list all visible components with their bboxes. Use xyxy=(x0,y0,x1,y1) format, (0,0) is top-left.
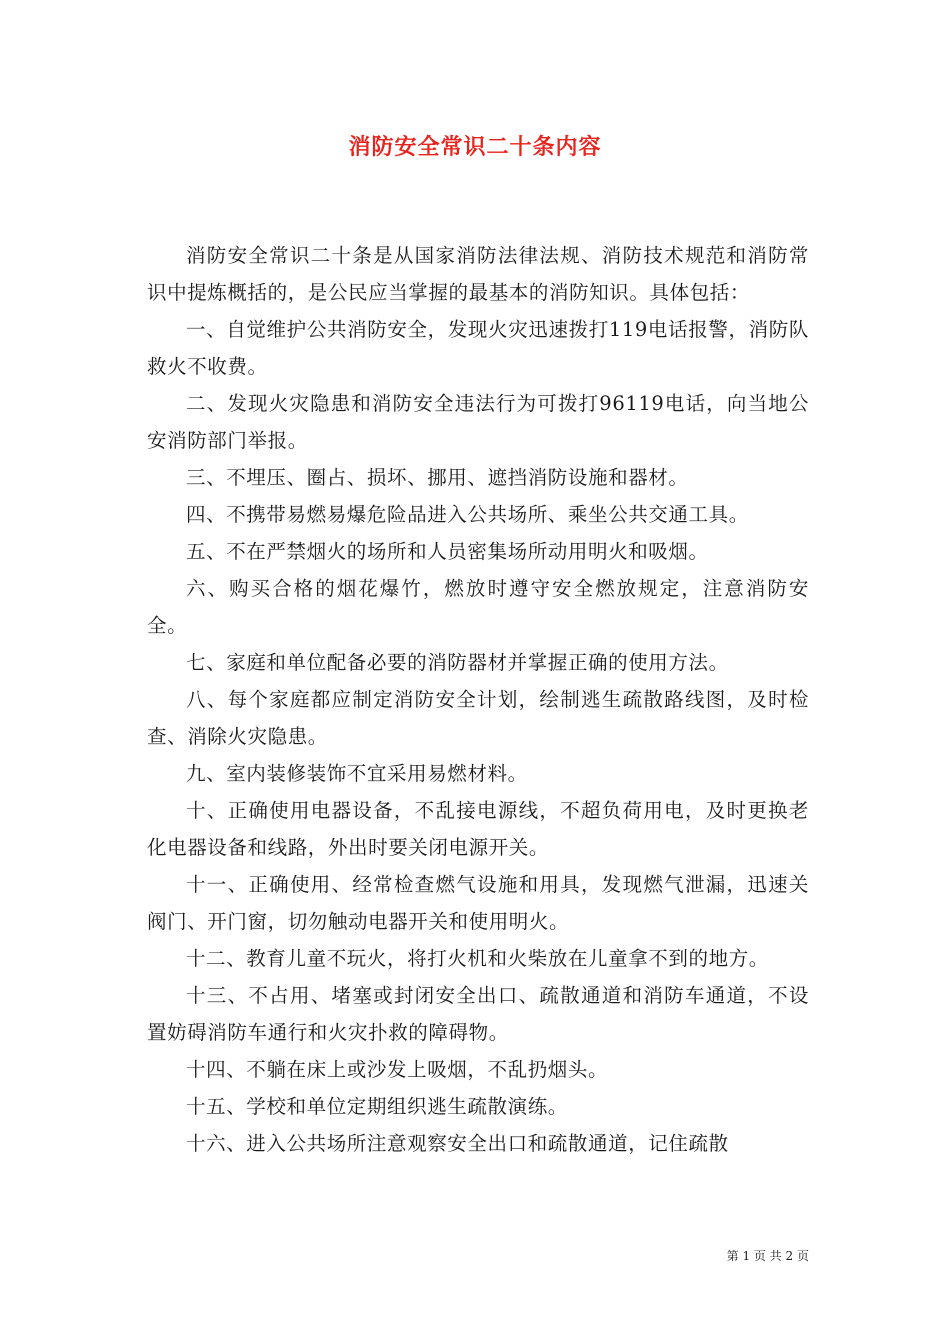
document-title: 消防安全常识二十条内容 xyxy=(348,135,602,160)
paragraph-item-2: 二、发现火灾隐患和消防安全违法行为可拨打96119电话，向当地公安消防部门举报。 xyxy=(147,392,809,452)
paragraph-item-7: 七、家庭和单位配备必要的消防器材并掌握正确的使用方法。 xyxy=(186,651,729,674)
document-body xyxy=(147,237,809,1162)
paragraph-item-9: 九、室内装修装饰不宜采用易燃材料。 xyxy=(186,762,528,785)
paragraph-item-4: 四、不携带易燃易爆危险品进入公共场所、乘坐公共交通工具。 xyxy=(186,503,749,526)
paragraph-item-3: 三、不埋压、圈占、损坏、挪用、遮挡消防设施和器材。 xyxy=(186,466,689,489)
page-number-footer: 第 1 页 共 2 页 xyxy=(726,1249,809,1263)
paragraph-item-10: 十、正确使用电器设备，不乱接电源线，不超负荷用电，及时更换老化电器设备和线路，外出时要关闭电源开关。 xyxy=(147,799,809,859)
paragraph-item-11: 十一、正确使用、经常检查燃气设施和用具，发现燃气泄漏，迅速关阀门、开门窗，切勿触动电器开关和使用明火。 xyxy=(147,873,809,933)
paragraph-item-6: 六、购买合格的烟花爆竹，燃放时遵守安全燃放规定，注意消防安全。 xyxy=(147,577,809,637)
paragraph-item-1: 一、自觉维护公共消防安全，发现火灾迅速拨打119电话报警，消防队救火不收费。 xyxy=(147,318,809,378)
paragraph-item-5: 五、不在严禁烟火的场所和人员密集场所动用明火和吸烟。 xyxy=(186,540,709,563)
paragraph-item-14: 十四、不躺在床上或沙发上吸烟，不乱扔烟头。 xyxy=(186,1058,609,1081)
paragraph-intro: 消防安全常识二十条是从国家消防法律法规、消防技术规范和消防常识中提炼概括的，是公民应当掌握的最基本的消防知识。具体包括： xyxy=(147,244,809,304)
paragraph-item-15: 十五、学校和单位定期组织逃生疏散演练。 xyxy=(186,1095,568,1118)
paragraph-item-13: 十三、不占用、堵塞或封闭安全出口、疏散通道和消防车通道，不设置妨碍消防车通行和火灾扑救的障碍物。 xyxy=(147,984,809,1044)
paragraph-item-12: 十二、教育儿童不玩火，将打火机和火柴放在儿童拿不到的地方。 xyxy=(186,947,769,970)
paragraph-item-16: 十六、进入公共场所注意观察安全出口和疏散通道，记住疏散 xyxy=(186,1132,729,1155)
paragraph-item-8: 八、每个家庭都应制定消防安全计划，绘制逃生疏散路线图，及时检查、消除火灾隐患。 xyxy=(147,688,809,748)
